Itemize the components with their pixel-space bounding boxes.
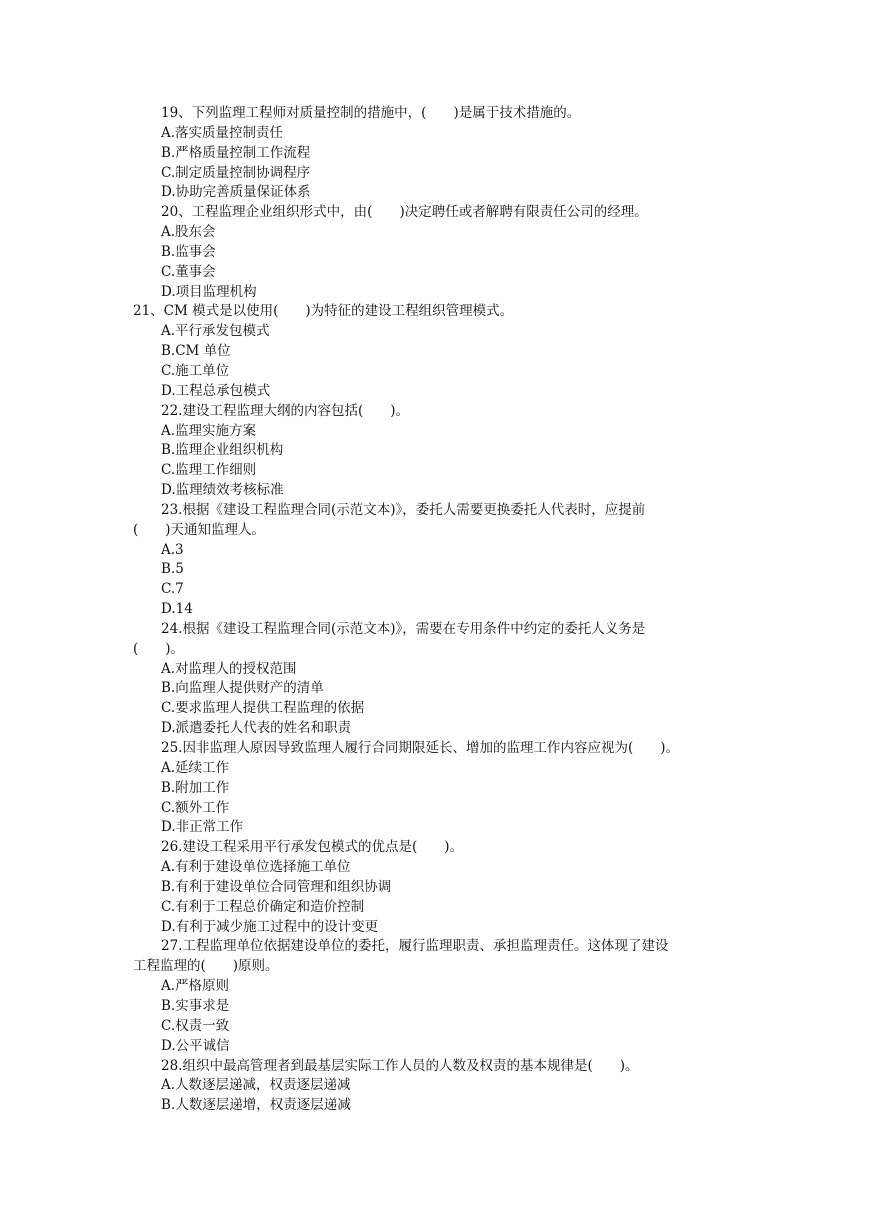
answer-option: B.有利于建设单位合同管理和组织协调 (161, 878, 392, 895)
question-list (133, 104, 743, 1116)
answer-option: B.监理企业组织机构 (161, 442, 284, 459)
answer-option: B.监事会 (161, 243, 216, 260)
answer-option: D.工程总承包模式 (161, 382, 271, 399)
answer-option: C.制定质量控制协调程序 (161, 164, 311, 181)
answer-option: B.CM 单位 (161, 343, 231, 360)
answer-option: B.附加工作 (161, 779, 230, 796)
answer-option: C.有利于工程总价确定和造价控制 (161, 898, 365, 915)
question-text: 25.因非监理人原因导致监理人履行合同期限延长、增加的监理工作内容应视为( )。 (161, 740, 680, 756)
answer-option: A.平行承发包模式 (161, 323, 270, 340)
question-text: 27.工程监理单位依据建设单位的委托，履行监理职责、承担监理责任。这体现了建设 (161, 938, 669, 955)
answer-option: C.权责一致 (161, 1017, 230, 1034)
answer-option: D.有利于减少施工过程中的设计变更 (161, 918, 379, 935)
answer-option: D.14 (161, 601, 193, 618)
answer-option: A.监理实施方案 (161, 422, 257, 439)
question-text: 22.建设工程监理大纲的内容包括( )。 (161, 402, 410, 419)
question-text: 23.根据《建设工程监理合同(示范文本)》，委托人需要更换委托人代表时，应提前 (161, 501, 646, 518)
answer-option: D.监理绩效考核标准 (161, 482, 284, 499)
answer-option: A.3 (161, 541, 184, 558)
answer-option: A.落实质量控制责任 (161, 124, 284, 141)
answer-option: B.实事求是 (161, 997, 230, 1014)
answer-option: D.派遣委托人代表的姓名和职责 (161, 720, 352, 737)
answer-option: B.严格质量控制工作流程 (161, 144, 311, 161)
answer-option: D.公平诚信 (161, 1037, 230, 1054)
answer-option: C.额外工作 (161, 799, 230, 816)
answer-option: A.严格原则 (161, 978, 230, 995)
answer-option: A.股东会 (161, 224, 216, 241)
question-text: 21、CM 模式是以使用( )为特征的建设工程组织管理模式。 (133, 303, 514, 320)
question-text: 20、工程监理企业组织形式中，由( )决定聘任或者解聘有限责任公司的经理。 (161, 204, 648, 221)
answer-option: B.向监理人提供财产的清单 (161, 680, 324, 697)
question-text: 24.根据《建设工程监理合同(示范文本)》，需要在专用条件中约定的委托人义务是 (161, 620, 646, 637)
answer-option: C.7 (161, 581, 184, 598)
answer-option: A.延续工作 (161, 759, 230, 776)
question-text: ( )天通知监理人。 (133, 521, 266, 538)
answer-option: A.人数逐层递减，权责逐层递减 (161, 1077, 351, 1094)
answer-option: A.有利于建设单位选择施工单位 (161, 859, 351, 876)
answer-option: C.监理工作细则 (161, 462, 257, 479)
question-text: 工程监理的( )原则。 (133, 958, 279, 975)
answer-option: D.协助完善质量保证体系 (161, 184, 311, 201)
question-text: 19、下列监理工程师对质量控制的措施中，( )是属于技术措施的。 (161, 105, 581, 121)
answer-option: A.对监理人的授权范围 (161, 660, 297, 677)
answer-option: C.要求监理人提供工程监理的依据 (161, 700, 365, 717)
answer-option: C.董事会 (161, 263, 216, 280)
answer-option: C.施工单位 (161, 362, 230, 379)
answer-option: D.项目监理机构 (161, 283, 257, 300)
question-text: ( )。 (133, 640, 185, 657)
question-text: 28.组织中最高管理者到最基层实际工作人员的人数及权责的基本规律是( )。 (161, 1057, 639, 1074)
question-text: 26.建设工程采用平行承发包模式的优点是( )。 (161, 839, 464, 856)
answer-option: D.非正常工作 (161, 819, 244, 836)
answer-option: B.人数逐层递增，权责逐层递减 (161, 1097, 351, 1114)
answer-option: B.5 (161, 561, 184, 578)
